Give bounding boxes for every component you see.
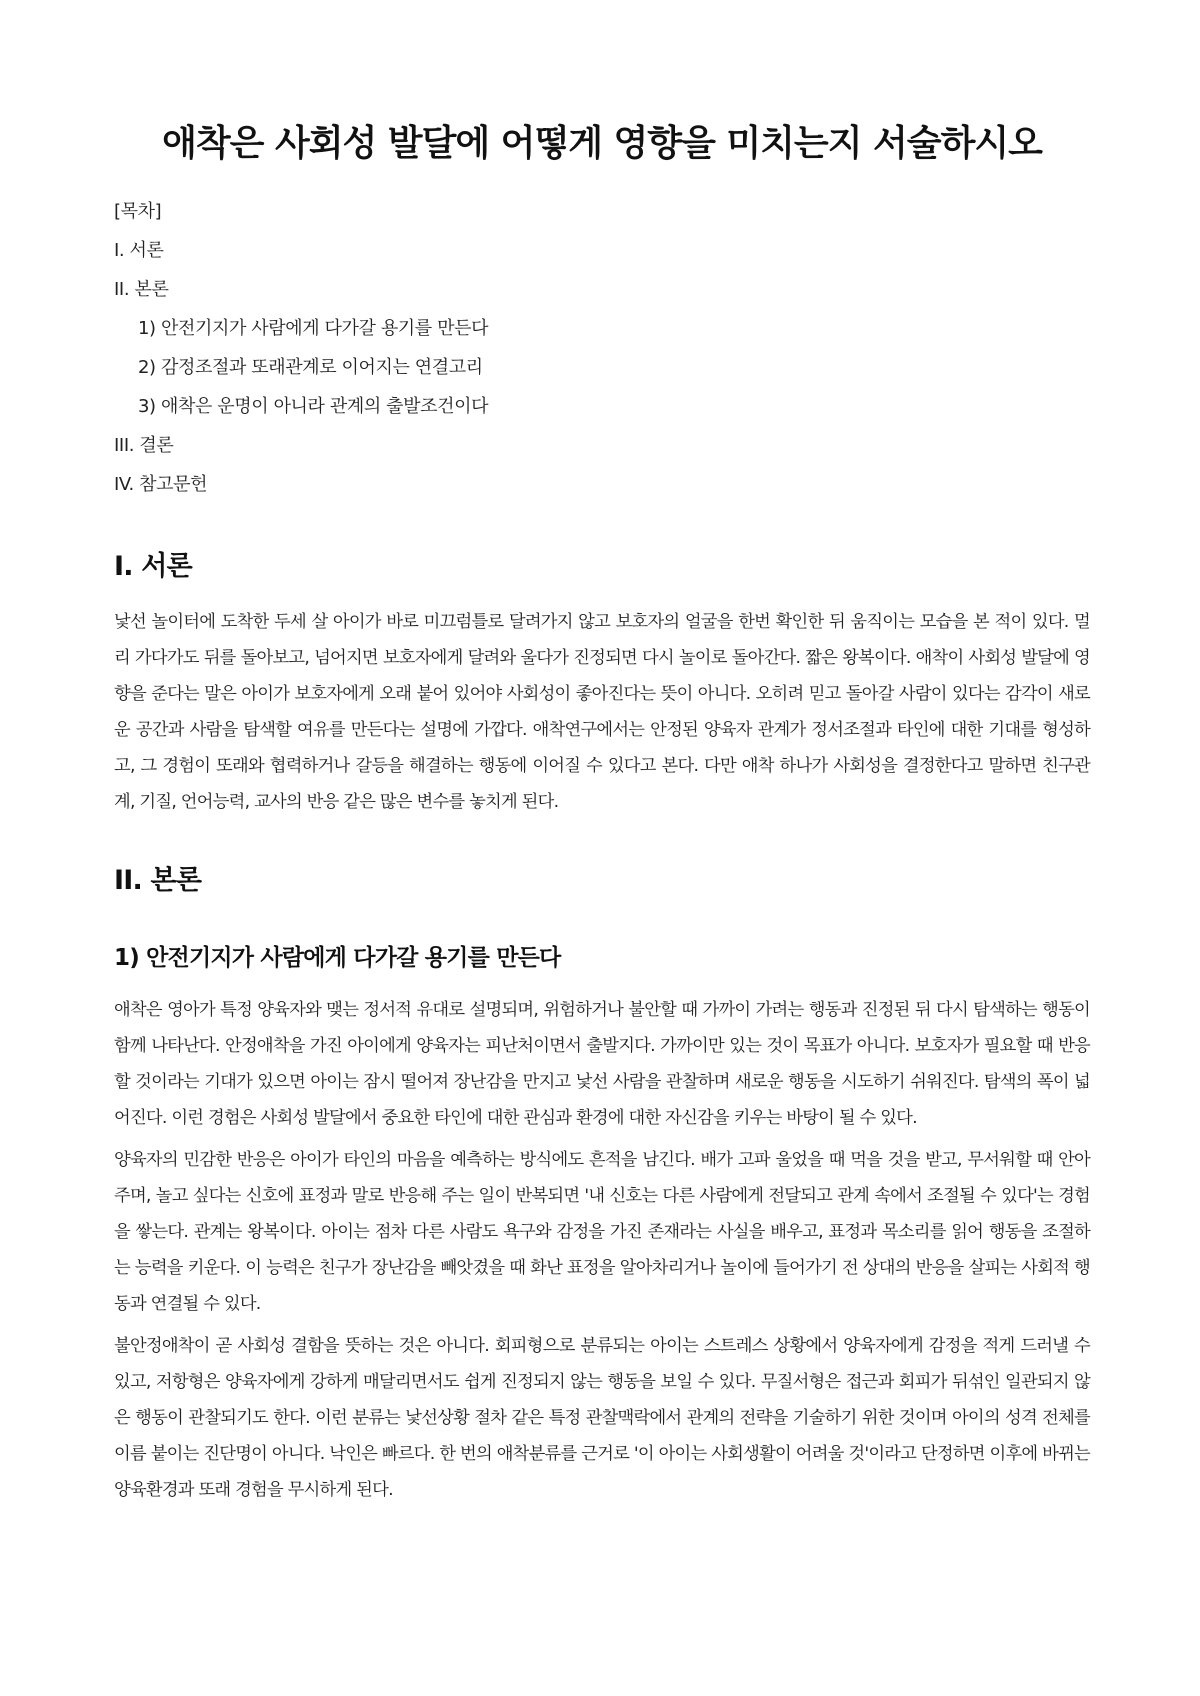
section-heading-body: II. 본론	[114, 865, 202, 896]
toc-item-body-sub-3: 3) 애착은 운명이 아니라 관계의 출발조건이다	[138, 396, 489, 417]
table-of-contents	[114, 192, 1090, 504]
introduction-paragraph: 낯선 놀이터에 도착한 두세 살 아이가 바로 미끄럼틀로 달려가지 않고 보호자의 얼굴을 한번 확인한 뒤 움직이는 모습을 본 적이 있다. 멀리 가다가도 뒤를 돌아보고, 넘어지면 보호자에게 달려와 울다가 진정되면 다시 놀이로 돌아간다. 짧은 왕복이다. 애착이 사회성 발달에 영향을 준다는 말은 아이가 보호자에게 오래 붙어 있어야 사회성이 좋아진다는 뜻이 아니다. 오히려 믿고 돌아갈 사람이 있다는 감각이 새로운 공간과 사람을 탐색할 여유를 만든다는 설명에 가깝다. 애착연구에서는 안정된 양육자 관계가 정서조절과 타인에 대한 기대를 형성하고, 그 경험이 또래와 협력하거나 갈등을 해결하는 행동에 이어질 수 있다고 본다. 다만 애착 하나가 사회성을 결정한다고 말하면 친구관계, 기질, 언어능력, 교사의 반응 같은 많은 변수를 놓치게 된다.	[114, 612, 1090, 812]
subsection-heading-secure-base: 1) 안전기지가 사람에게 다가갈 용기를 만든다	[114, 945, 561, 971]
toc-item-body: II. 본론	[114, 279, 169, 300]
toc-item-body-sub-1: 1) 안전기지가 사람에게 다가갈 용기를 만든다	[138, 318, 489, 339]
body-paragraph: 불안정애착이 곧 사회성 결함을 뜻하는 것은 아니다. 회피형으로 분류되는 아이는 스트레스 상황에서 양육자에게 감정을 적게 드러낼 수 있고, 저항형은 양육자에게 강하게 매달리면서도 쉽게 진정되지 않는 행동을 보일 수 있다. 무질서형은 접근과 회피가 뒤섞인 일관되지 않은 행동이 관찰되기도 한다. 이런 분류는 낯선상황 절차 같은 특정 관찰맥락에서 관계의 전략을 기술하기 위한 것이며 아이의 성격 전체를 이름 붙이는 진단명이 아니다. 낙인은 빠르다. 한 번의 애착분류를 근거로 '이 아이는 사회생활이 어려울 것'이라고 단정하면 이후에 바뀌는 양육환경과 또래 경험을 무시하게 된다.	[114, 1336, 1090, 1500]
toc-item-body-sub-2: 2) 감정조절과 또래관계로 이어지는 연결고리	[138, 357, 483, 378]
document-title: 애착은 사회성 발달에 어떻게 영향을 미치는지 서술하시오	[162, 123, 1042, 164]
toc-item-introduction: I. 서론	[114, 240, 164, 261]
toc-item-references: IV. 참고문헌	[114, 474, 208, 495]
toc-item-conclusion: III. 결론	[114, 435, 174, 456]
toc-heading: [목차]	[114, 201, 162, 222]
body-paragraph: 애착은 영아가 특정 양육자와 맺는 정서적 유대로 설명되며, 위험하거나 불안할 때 가까이 가려는 행동과 진정된 뒤 다시 탐색하는 행동이 함께 나타난다. 안정애착을 가진 아이에게 양육자는 피난처이면서 출발지다. 가까이만 있는 것이 목표가 아니다. 보호자가 필요할 때 반응할 것이라는 기대가 있으면 아이는 잠시 떨어져 장난감을 만지고 낯선 사람을 관찰하며 새로운 행동을 시도하기 쉬워진다. 탐색의 폭이 넓어진다. 이런 경험은 사회성 발달에서 중요한 타인에 대한 관심과 환경에 대한 자신감을 키우는 바탕이 될 수 있다.	[114, 1000, 1090, 1128]
body-paragraph: 양육자의 민감한 반응은 아이가 타인의 마음을 예측하는 방식에도 흔적을 남긴다. 배가 고파 울었을 때 먹을 것을 받고, 무서워할 때 안아주며, 놀고 싶다는 신호에 표정과 말로 반응해 주는 일이 반복되면 '내 신호는 다른 사람에게 전달되고 관계 속에서 조절될 수 있다'는 경험을 쌓는다. 관계는 왕복이다. 아이는 점차 다른 사람도 욕구와 감정을 가진 존재라는 사실을 배우고, 표정과 목소리를 읽어 행동을 조절하는 능력을 키운다. 이 능력은 친구가 장난감을 빼앗겼을 때 화난 표정을 알아차리거나 놀이에 들어가기 전 상대의 반응을 살피는 사회적 행동과 연결될 수 있다.	[114, 1150, 1090, 1314]
section-heading-introduction: I. 서론	[114, 551, 192, 582]
